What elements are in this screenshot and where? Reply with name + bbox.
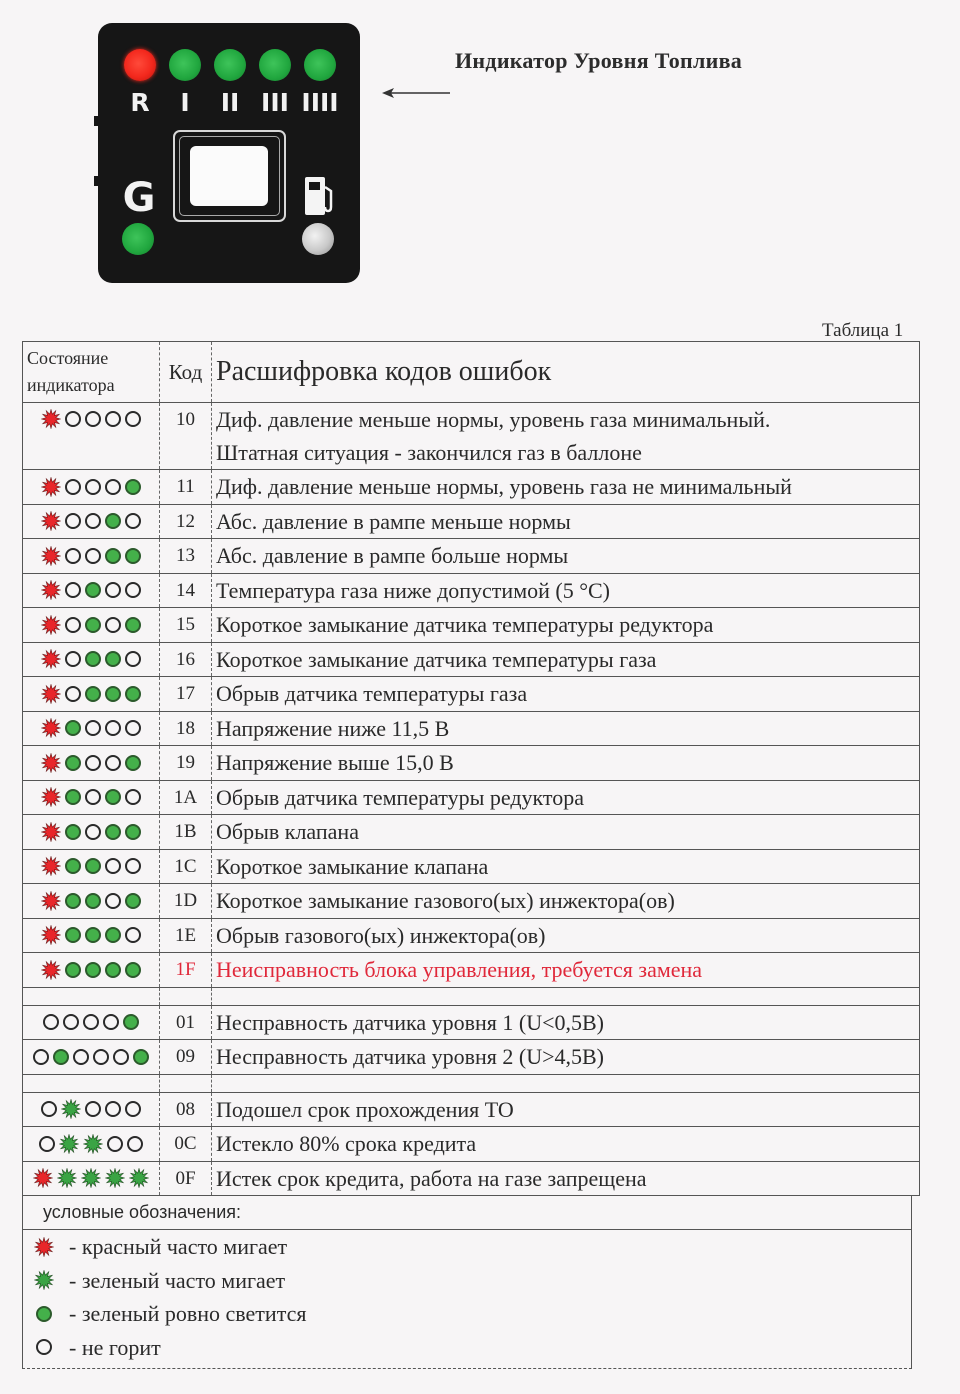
green-solid-icon <box>125 755 141 771</box>
page-title: Индикатор Уровня Топлива <box>455 48 743 73</box>
legend-symbol <box>31 1237 57 1257</box>
off-icon <box>65 686 81 702</box>
red-blink-icon <box>41 649 61 669</box>
error-description <box>212 1162 919 1196</box>
description-line: Абс. давление в рампе больше нормы <box>216 543 569 568</box>
green-solid-icon <box>65 755 81 771</box>
error-code: 16 <box>160 643 212 677</box>
off-icon <box>41 1101 57 1117</box>
off-icon <box>107 1136 123 1152</box>
green-solid-icon <box>65 962 81 978</box>
indicator-pattern <box>41 511 141 531</box>
spacer-cell <box>23 1075 160 1092</box>
indicator-pattern <box>41 925 141 945</box>
indicator-pattern <box>41 753 141 773</box>
indicator-pattern <box>39 1134 143 1154</box>
error-description <box>212 643 919 677</box>
error-description <box>212 608 919 642</box>
red-blink-icon <box>41 822 61 842</box>
led-reserve-red <box>124 49 156 81</box>
indicator-pattern <box>41 409 141 429</box>
spacer-cell <box>212 1075 919 1092</box>
error-code: 1C <box>160 850 212 884</box>
spacer-cell <box>160 988 212 1005</box>
error-code: 17 <box>160 677 212 711</box>
error-codes-table <box>22 341 920 1196</box>
off-icon <box>125 720 141 736</box>
fuel-level-indicator-panel <box>98 23 360 283</box>
label-reserve: R <box>130 88 150 117</box>
off-icon <box>105 720 121 736</box>
error-code: 09 <box>160 1040 212 1074</box>
error-description <box>212 1040 919 1074</box>
table-spacer-row <box>23 1075 919 1093</box>
off-icon <box>65 513 81 529</box>
green-solid-icon <box>133 1049 149 1065</box>
indicator-pattern <box>33 1168 149 1188</box>
description-line: Диф. давление меньше нормы, уровень газа не минимальный <box>216 474 792 499</box>
error-description <box>212 1006 919 1040</box>
off-icon <box>93 1049 109 1065</box>
error-description <box>212 574 919 608</box>
off-icon <box>33 1049 49 1065</box>
off-icon <box>105 582 121 598</box>
off-icon <box>113 1049 129 1065</box>
description-line: Короткое замыкание датчика температуры газа <box>216 646 657 672</box>
description-line: Короткое замыкание газового(ых) инжектора(ов) <box>216 888 675 913</box>
indicator-pattern <box>41 787 141 807</box>
off-icon <box>65 479 81 495</box>
table-row <box>23 1162 919 1197</box>
indicator-state-cell <box>23 850 160 884</box>
indicator-state-cell <box>23 953 160 987</box>
green-solid-icon <box>65 824 81 840</box>
content-area <box>22 341 920 1369</box>
legend <box>22 1196 912 1369</box>
error-code: 1D <box>160 884 212 918</box>
green-blink-icon <box>34 1270 54 1290</box>
switch-button[interactable] <box>190 146 268 206</box>
red-blink-icon <box>41 580 61 600</box>
indicator-pattern <box>33 1049 149 1065</box>
red-blink-icon <box>41 960 61 980</box>
table-spacer-row <box>23 988 919 1006</box>
green-blink-icon <box>81 1168 101 1188</box>
indicator-state-cell <box>23 919 160 953</box>
off-icon <box>125 651 141 667</box>
led-level-3 <box>259 49 291 81</box>
error-code: 0F <box>160 1162 212 1196</box>
off-icon <box>105 755 121 771</box>
green-blink-icon <box>61 1099 81 1119</box>
legend-label: - не горит <box>69 1334 161 1360</box>
legend-title: условные обозначения: <box>23 1196 911 1230</box>
spacer-cell <box>23 988 160 1005</box>
indicator-state-cell <box>23 1006 160 1040</box>
led-level-4 <box>304 49 336 81</box>
error-code: 19 <box>160 746 212 780</box>
error-code: 10 <box>160 403 212 469</box>
table-row <box>23 1093 919 1128</box>
error-code: 1F <box>160 953 212 987</box>
legend-label: - зеленый часто мигает <box>69 1267 286 1293</box>
description-line: Неисправность блока управления, требуется замена <box>216 957 703 982</box>
off-icon <box>83 1014 99 1030</box>
error-description <box>212 781 919 815</box>
header-state-line2: индикатора <box>27 375 115 395</box>
red-blink-icon <box>41 787 61 807</box>
description-line: Обрыв датчика температуры газа <box>216 681 528 706</box>
description-line: Короткое замыкание датчика температуры редуктора <box>216 612 714 637</box>
indicator-pattern <box>41 649 141 669</box>
label-level-1: I <box>180 88 190 117</box>
description-line: Обрыв клапана <box>216 819 359 844</box>
led-level-2 <box>214 49 246 81</box>
indicator-state-cell <box>23 608 160 642</box>
off-icon <box>85 1101 101 1117</box>
off-icon <box>105 479 121 495</box>
panel-notch <box>94 116 99 126</box>
off-icon <box>36 1339 52 1355</box>
green-solid-icon <box>105 789 121 805</box>
arrow-left-icon <box>382 86 452 100</box>
description-line: Обрыв датчика температуры редуктора <box>216 784 585 810</box>
indicator-state-cell <box>23 746 160 780</box>
indicator-pattern <box>41 891 141 911</box>
off-icon <box>125 513 141 529</box>
error-description <box>212 403 919 469</box>
indicator-pattern <box>41 960 141 980</box>
green-solid-icon <box>65 893 81 909</box>
table-caption: Таблица 1 <box>822 320 904 341</box>
green-solid-icon <box>85 962 101 978</box>
error-description <box>212 712 919 746</box>
legend-item <box>23 1331 911 1365</box>
green-solid-icon <box>53 1049 69 1065</box>
table-row <box>23 850 919 885</box>
error-description <box>212 505 919 539</box>
off-icon <box>105 1101 121 1117</box>
off-icon <box>105 617 121 633</box>
description-line: Несправность датчика уровня 1 (U<0,5B) <box>216 1009 604 1035</box>
header-indicator-state <box>23 342 160 402</box>
off-icon <box>103 1014 119 1030</box>
indicator-state-cell <box>23 539 160 573</box>
green-blink-icon <box>129 1168 149 1188</box>
off-icon <box>85 411 101 427</box>
green-solid-icon <box>85 686 101 702</box>
table-row <box>23 403 919 470</box>
indicator-pattern <box>41 615 141 635</box>
error-description <box>212 677 919 711</box>
indicator-state-cell <box>23 1040 160 1074</box>
off-icon <box>105 858 121 874</box>
label-level-3: III <box>261 88 289 117</box>
error-description <box>212 1093 919 1127</box>
error-description <box>212 815 919 849</box>
table-row <box>23 953 919 988</box>
spacer-cell <box>160 1075 212 1092</box>
led-level-1 <box>169 49 201 81</box>
off-icon <box>125 411 141 427</box>
indicator-state-cell <box>23 712 160 746</box>
green-solid-icon <box>105 962 121 978</box>
off-icon <box>39 1136 55 1152</box>
description-line: Несправность датчика уровня 2 (U>4,5B) <box>216 1044 604 1069</box>
red-blink-icon <box>33 1168 53 1188</box>
indicator-pattern <box>43 1014 139 1030</box>
table-row <box>23 815 919 850</box>
description-line: Напряжение ниже 11,5 В <box>216 715 450 741</box>
error-code: 1E <box>160 919 212 953</box>
error-code: 0C <box>160 1127 212 1161</box>
legend-symbol <box>31 1306 57 1322</box>
green-solid-icon <box>105 824 121 840</box>
green-solid-icon <box>125 548 141 564</box>
indicator-pattern <box>41 718 141 738</box>
red-blink-icon <box>41 856 61 876</box>
legend-label: - зеленый ровно светится <box>69 1301 307 1327</box>
indicator-state-cell <box>23 403 160 469</box>
green-solid-icon <box>85 858 101 874</box>
error-description <box>212 919 919 953</box>
off-icon <box>85 548 101 564</box>
off-icon <box>65 651 81 667</box>
table-row <box>23 1006 919 1041</box>
table-row <box>23 919 919 954</box>
table-row <box>23 677 919 712</box>
error-code: 01 <box>160 1006 212 1040</box>
led-gas-mode <box>122 223 154 255</box>
green-solid-icon <box>105 513 121 529</box>
fuel-pump-icon <box>303 175 337 217</box>
legend-item <box>23 1264 911 1298</box>
error-code: 15 <box>160 608 212 642</box>
indicator-pattern <box>41 580 141 600</box>
green-solid-icon <box>125 686 141 702</box>
off-icon <box>63 1014 79 1030</box>
panel-notch <box>94 176 99 186</box>
indicator-pattern <box>41 1099 141 1119</box>
green-solid-icon <box>125 893 141 909</box>
green-solid-icon <box>65 858 81 874</box>
red-blink-icon <box>41 546 61 566</box>
off-icon <box>105 893 121 909</box>
description-line: Диф. давление меньше нормы, уровень газа минимальный. <box>216 407 771 432</box>
indicator-pattern <box>41 546 141 566</box>
indicator-pattern <box>41 822 141 842</box>
error-code: 08 <box>160 1093 212 1127</box>
green-solid-icon <box>105 548 121 564</box>
red-blink-icon <box>34 1237 54 1257</box>
green-solid-icon <box>125 824 141 840</box>
error-description <box>212 850 919 884</box>
indicator-state-cell <box>23 574 160 608</box>
off-icon <box>125 1101 141 1117</box>
table-row <box>23 712 919 747</box>
red-blink-icon <box>41 511 61 531</box>
off-icon <box>85 789 101 805</box>
off-icon <box>85 824 101 840</box>
indicator-pattern <box>41 684 141 704</box>
off-icon <box>43 1014 59 1030</box>
off-icon <box>85 755 101 771</box>
off-icon <box>85 513 101 529</box>
off-icon <box>85 720 101 736</box>
error-code: 13 <box>160 539 212 573</box>
green-solid-icon <box>105 651 121 667</box>
indicator-state-cell <box>23 781 160 815</box>
off-icon <box>65 582 81 598</box>
error-code: 11 <box>160 470 212 504</box>
red-blink-icon <box>41 409 61 429</box>
table-row <box>23 608 919 643</box>
green-blink-icon <box>59 1134 79 1154</box>
green-blink-icon <box>57 1168 77 1188</box>
green-solid-icon <box>36 1306 52 1322</box>
green-solid-icon <box>65 927 81 943</box>
error-description <box>212 746 919 780</box>
header-description: Расшифровка кодов ошибок <box>216 356 552 387</box>
green-blink-icon <box>105 1168 125 1188</box>
off-icon <box>125 858 141 874</box>
off-icon <box>65 548 81 564</box>
indicator-state-cell <box>23 1162 160 1196</box>
table-row <box>23 746 919 781</box>
green-solid-icon <box>85 893 101 909</box>
red-blink-icon <box>41 718 61 738</box>
indicator-state-cell <box>23 470 160 504</box>
legend-symbol <box>31 1270 57 1290</box>
red-blink-icon <box>41 753 61 773</box>
description-line: Абс. давление в рампе меньше нормы <box>216 508 571 534</box>
description-line: Напряжение выше 15,0 В <box>216 750 454 775</box>
indicator-state-cell <box>23 677 160 711</box>
table-row <box>23 574 919 609</box>
indicator-state-cell <box>23 1093 160 1127</box>
description-line: Истекло 80% срока кредита <box>216 1131 477 1156</box>
indicator-pattern <box>41 477 141 497</box>
green-solid-icon <box>65 720 81 736</box>
indicator-state-cell <box>23 643 160 677</box>
legend-item <box>23 1230 911 1264</box>
description-line: Обрыв газового(ых) инжектора(ов) <box>216 922 546 948</box>
label-level-2: II <box>220 88 240 117</box>
label-level-4: IIII <box>301 88 339 117</box>
error-description <box>212 470 919 504</box>
description-line: Температура газа ниже допустимой (5 °C) <box>216 577 611 603</box>
description-line: Штатная ситуация - закончился газ в баллоне <box>216 440 642 465</box>
table-row <box>23 1127 919 1162</box>
legend-label: - красный часто мигает <box>69 1234 288 1260</box>
indicator-pattern <box>41 856 141 876</box>
table-row <box>23 1040 919 1075</box>
header-code: Код <box>160 342 212 402</box>
off-icon <box>65 411 81 427</box>
indicator-state-cell <box>23 884 160 918</box>
table-row <box>23 470 919 505</box>
off-icon <box>127 1136 143 1152</box>
error-code: 14 <box>160 574 212 608</box>
red-blink-icon <box>41 477 61 497</box>
green-solid-icon <box>85 651 101 667</box>
legend-symbol <box>31 1339 57 1355</box>
error-description <box>212 953 919 987</box>
error-description <box>212 539 919 573</box>
header-state-line1: Состояние <box>27 348 109 368</box>
green-solid-icon <box>65 789 81 805</box>
description-line: Истек срок кредита, работа на газе запрещена <box>216 1165 647 1191</box>
green-solid-icon <box>105 927 121 943</box>
off-icon <box>105 411 121 427</box>
description-line: Подошел срок прохождения ТО <box>216 1096 514 1122</box>
green-solid-icon <box>105 686 121 702</box>
spacer-cell <box>212 988 919 1005</box>
error-code: 1A <box>160 781 212 815</box>
table-row <box>23 643 919 678</box>
description-line: Короткое замыкание клапана <box>216 853 489 879</box>
red-blink-icon <box>41 891 61 911</box>
label-gas: G <box>122 175 156 221</box>
off-icon <box>73 1049 89 1065</box>
green-solid-icon <box>85 927 101 943</box>
error-description <box>212 1127 919 1161</box>
green-blink-icon <box>83 1134 103 1154</box>
green-solid-icon <box>125 617 141 633</box>
off-icon <box>125 789 141 805</box>
indicator-state-cell <box>23 505 160 539</box>
off-icon <box>125 927 141 943</box>
green-solid-icon <box>123 1014 139 1030</box>
table-row <box>23 539 919 574</box>
table-row <box>23 781 919 816</box>
red-blink-icon <box>41 925 61 945</box>
led-petrol-mode <box>302 223 334 255</box>
green-solid-icon <box>125 962 141 978</box>
indicator-state-cell <box>23 815 160 849</box>
green-solid-icon <box>125 479 141 495</box>
green-solid-icon <box>85 617 101 633</box>
error-code: 12 <box>160 505 212 539</box>
error-code: 1B <box>160 815 212 849</box>
error-description <box>212 884 919 918</box>
off-icon <box>85 479 101 495</box>
off-icon <box>65 617 81 633</box>
green-solid-icon <box>85 582 101 598</box>
red-blink-icon <box>41 684 61 704</box>
table-header-row <box>23 342 919 403</box>
off-icon <box>125 582 141 598</box>
error-code: 18 <box>160 712 212 746</box>
table-row <box>23 505 919 540</box>
red-blink-icon <box>41 615 61 635</box>
indicator-state-cell <box>23 1127 160 1161</box>
legend-item <box>23 1297 911 1331</box>
table-row <box>23 884 919 919</box>
